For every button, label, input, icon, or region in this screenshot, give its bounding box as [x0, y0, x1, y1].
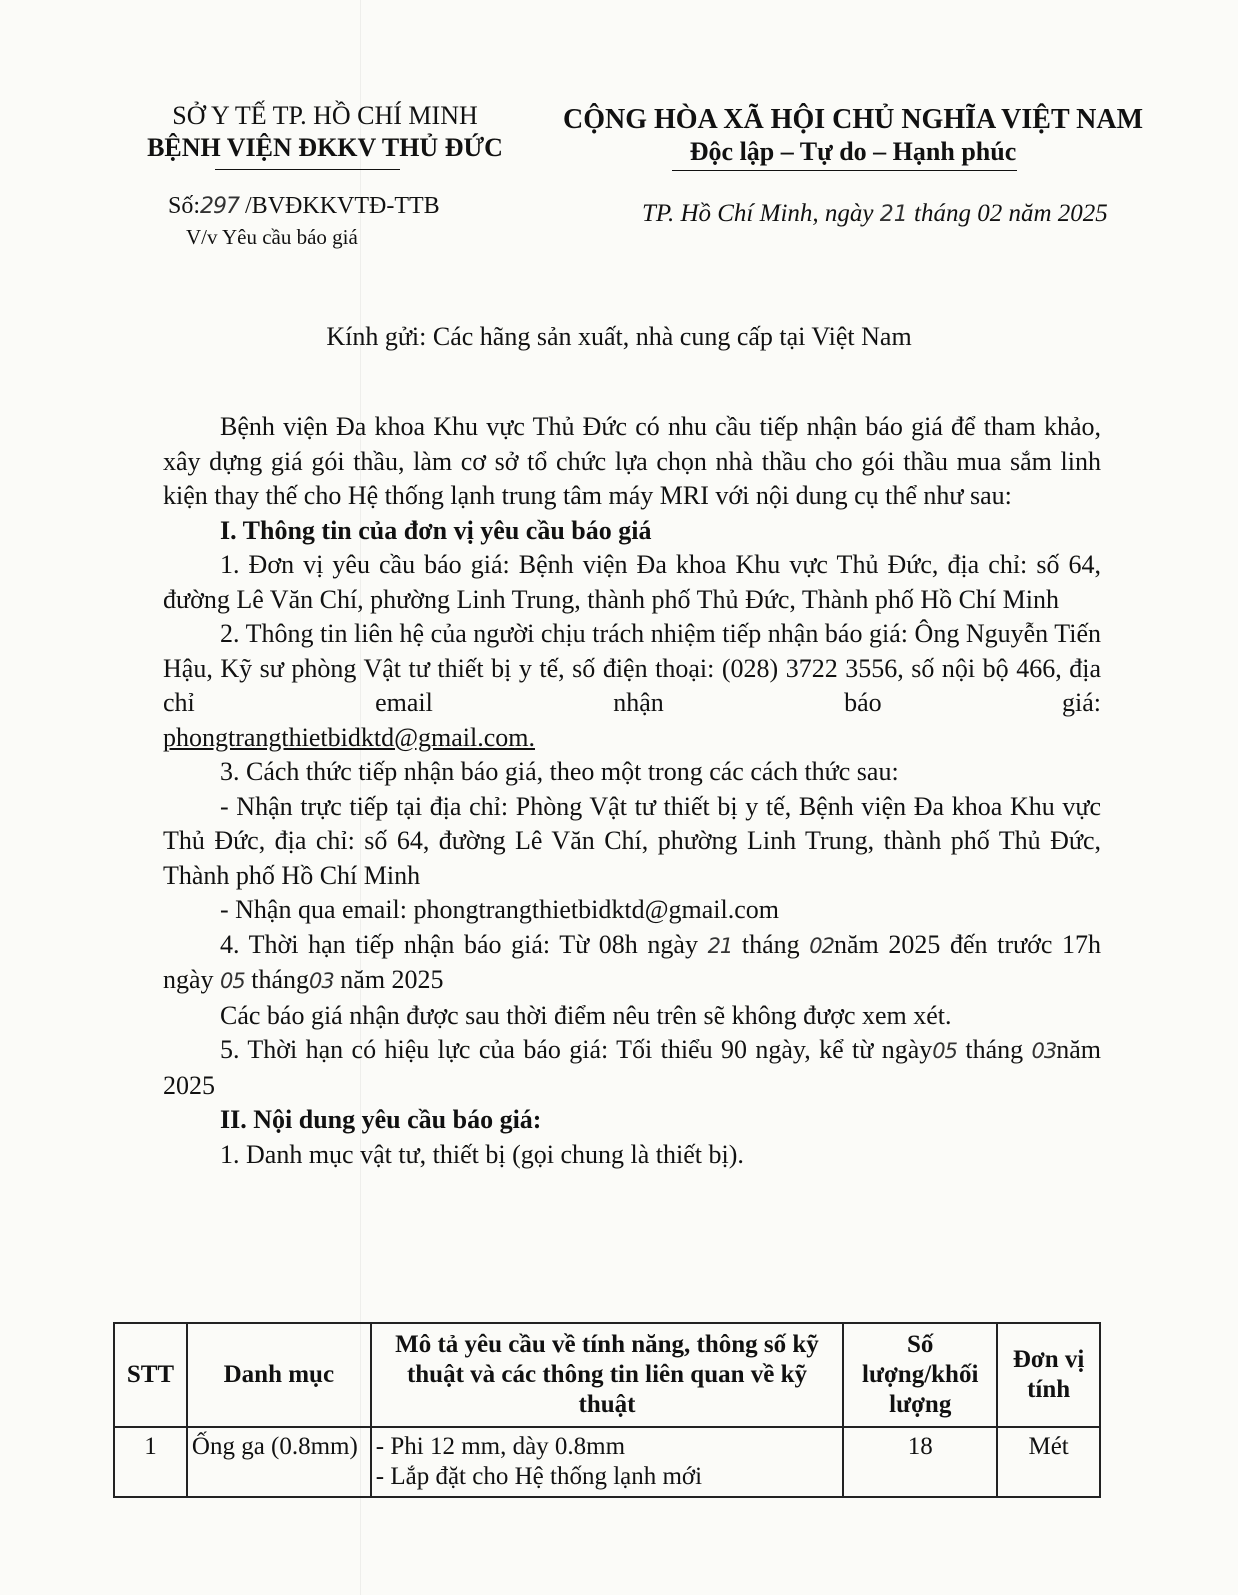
issuer-hospital: BỆNH VIỆN ĐKKV THỦ ĐỨC [147, 133, 503, 162]
section1-item4: 4. Thời hạn tiếp nhận báo giá: Từ 08h ngày 21 tháng 02năm 2025 đến trước 17h ngày 05 tháng03 năm 2025 [163, 929, 1101, 994]
section1-item2: 2. Thông tin liên hệ của người chịu trách nhiệm tiếp nhận báo giá: Ông Nguyễn Tiến Hậu, Kỹ sư phòng Vật tư thiết bị y tế, số điện thoại: (028) 3722 3556, số nội bộ 466, địa chỉ email nhận báo giá: [163, 619, 1101, 717]
issuer-department: SỞ Y TẾ TP. HỒ CHÍ MINH [172, 101, 478, 130]
ref-suffix: /BVĐKKVTĐ-TTB [239, 193, 440, 219]
header-quantity: Số lượng/khối lượng [843, 1323, 997, 1427]
section1-item3: 3. Cách thức tiếp nhận báo giá, theo một trong các cách thức sau: [220, 757, 899, 786]
handwritten-day-start: 21 [707, 933, 733, 958]
date-after: tháng 02 năm 2025 [907, 200, 1108, 227]
handwritten-validity-month: 03 [1031, 1039, 1057, 1063]
recipient-line: Kính gửi: Các hãng sản xuất, nhà cung cấp tại Việt Nam [326, 322, 912, 351]
date-before: TP. Hồ Chí Minh, ngày [642, 200, 880, 227]
date-day-handwritten: 21 [879, 202, 908, 227]
cell-unit: Mét [997, 1427, 1100, 1497]
desc-line-1: - Phi 12 mm, dày 0.8mm [375, 1433, 626, 1460]
header-stt: STT [114, 1323, 187, 1427]
document-body [163, 410, 1101, 1172]
table-header-row [114, 1323, 1100, 1427]
national-motto: Độc lập – Tự do – Hạnh phúc [689, 137, 1017, 166]
section1-note: Các báo giá nhận được sau thời điểm nêu trên sẽ không được xem xét. [220, 1000, 952, 1030]
cell-stt: 1 [114, 1427, 187, 1497]
motto-underline [672, 170, 1017, 171]
document-number [168, 193, 440, 220]
cell-description [371, 1427, 843, 1497]
document-date [642, 200, 1108, 228]
table-row [114, 1427, 1100, 1497]
issuer-underline [215, 169, 400, 170]
section1-item1: 1. Đơn vị yêu cầu báo giá: Bệnh viện Đa khoa Khu vực Thủ Đức, địa chỉ: số 64, đường Lê Văn Chí, phường Linh Trung, thành phố Thủ Đức, Thành phố Hồ Chí Minh [163, 550, 1101, 614]
section1-item5: 5. Thời hạn có hiệu lực của báo giá: Tối thiểu 90 ngày, kể từ ngày05 tháng 03năm 2025 [163, 1035, 1102, 1100]
ref-prefix: Số: [168, 193, 201, 219]
national-heading [548, 104, 1158, 168]
header-description: Mô tả yêu cầu về tính năng, thông số kỹ thuật và các thông tin liên quan về kỹ thuật [371, 1323, 843, 1427]
handwritten-month-start: 02 [809, 933, 835, 958]
section2-title: II. Nội dung yêu cầu báo giá: [220, 1105, 542, 1134]
section1-title: I. Thông tin của đơn vị yêu cầu báo giá [220, 515, 652, 545]
intro-paragraph: Bệnh viện Đa khoa Khu vực Thủ Đức có nhu cầu tiếp nhận báo giá để tham khảo, xây dựng giá gói thầu, làm cơ sở tổ chức lựa chọn nhà thầu cho gói thầu mua sắm linh kiện thay thế cho Hệ thống lạnh trung tâm máy MRI với nội dung cụ thể như sau: [163, 412, 1101, 510]
cell-quantity: 18 [843, 1427, 997, 1497]
cell-category: Ống ga (0.8mm) [187, 1427, 371, 1497]
section2-item1: 1. Danh mục vật tư, thiết bị (gọi chung là thiết bị). [220, 1139, 744, 1169]
contact-email[interactable]: phongtrangthietbidktd@gmail.com. [163, 722, 535, 752]
header-category: Danh mục [187, 1323, 371, 1427]
ref-number-handwritten: 297 [200, 194, 240, 219]
handwritten-validity-day: 05 [932, 1039, 957, 1063]
header-unit: Đơn vị tính [997, 1323, 1100, 1427]
handwritten-day-end: 05 [220, 969, 245, 993]
handwritten-month-end: 03 [309, 969, 334, 993]
desc-line-2: - Lắp đặt cho Hệ thống lạnh mới [375, 1463, 703, 1490]
national-title: CỘNG HÒA XÃ HỘI CHỦ NGHĨA VIỆT NAM [562, 104, 1144, 135]
section1-item3-email: - Nhận qua email: phongtrangthietbidktd@gmail.com [220, 895, 779, 924]
document-subject: V/v Yêu cầu báo giá [186, 225, 358, 249]
equipment-table [113, 1322, 1101, 1498]
section1-item3-direct: - Nhận trực tiếp tại địa chỉ: Phòng Vật tư thiết bị y tế, Bệnh viện Đa khoa Khu vực Thủ Đức, địa chỉ: số 64, đường Lê Văn Chí, phường Linh Trung, thành phố Thủ Đức, Thành phố Hồ Chí Minh [163, 791, 1101, 890]
issuer-block [110, 100, 540, 164]
